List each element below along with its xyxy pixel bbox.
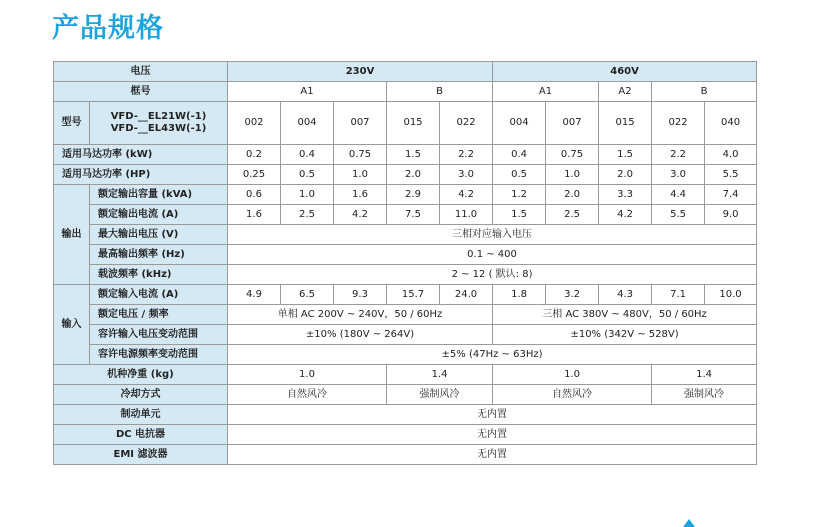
weight-label: 机种净重 (kg)	[54, 365, 228, 385]
weight-cell: 1.0	[228, 365, 387, 385]
weight-row	[54, 365, 757, 385]
carrier-value: 2 ~ 12 ( 默认: 8)	[228, 265, 757, 285]
frame-label: 框号	[54, 82, 228, 102]
table-cell: 5.5	[652, 205, 705, 225]
table-cell: 4.4	[652, 185, 705, 205]
table-cell: 6.5	[281, 285, 334, 305]
emi-value: 无内置	[228, 445, 757, 465]
freq-tol-row	[54, 345, 757, 365]
model-code: 040	[705, 102, 757, 145]
table-cell: 10.0	[705, 285, 757, 305]
brake-row	[54, 405, 757, 425]
model-code: 007	[334, 102, 387, 145]
table-cell: 0.5	[281, 165, 334, 185]
model-code: 007	[546, 102, 599, 145]
cooling-row	[54, 385, 757, 405]
output-capacity-row	[54, 185, 757, 205]
table-cell: 1.2	[493, 185, 546, 205]
table-cell: 1.5	[599, 145, 652, 165]
table-cell: 9.0	[705, 205, 757, 225]
table-cell: 1.6	[228, 205, 281, 225]
cooling-cell: 自然风冷	[493, 385, 652, 405]
max-voltage-value: 三相对应输入电压	[228, 225, 757, 245]
table-cell: 2.0	[546, 185, 599, 205]
power-hp-row	[54, 165, 757, 185]
frame-cell: A1	[228, 82, 387, 102]
spec-table	[53, 61, 757, 465]
table-cell: 1.5	[387, 145, 440, 165]
table-cell: 7.4	[705, 185, 757, 205]
table-cell: 24.0	[440, 285, 493, 305]
model-name-line1: VFD-__EL21W(-1)	[110, 111, 207, 122]
weight-cell: 1.0	[493, 365, 652, 385]
model-row	[54, 102, 757, 145]
output-group-label: 输出	[54, 185, 90, 285]
table-cell: 2.0	[387, 165, 440, 185]
table-cell: 15.7	[387, 285, 440, 305]
triangle-icon	[683, 519, 695, 527]
voltage-230: 230V	[228, 62, 493, 82]
model-names	[90, 102, 228, 145]
cooling-cell: 强制风冷	[387, 385, 493, 405]
brake-value: 无内置	[228, 405, 757, 425]
power-kw-row	[54, 145, 757, 165]
model-code: 015	[387, 102, 440, 145]
table-cell: 1.5	[493, 205, 546, 225]
frame-cell: A1	[493, 82, 599, 102]
table-cell: 3.0	[440, 165, 493, 185]
carrier-row	[54, 265, 757, 285]
freq-tol-value: ±5% (47Hz ~ 63Hz)	[228, 345, 757, 365]
max-voltage-label: 最大输出电压 (V)	[90, 225, 228, 245]
voltage-row	[54, 62, 757, 82]
model-code: 015	[599, 102, 652, 145]
table-cell: 0.6	[228, 185, 281, 205]
voltage-460: 460V	[493, 62, 757, 82]
output-current-label: 额定输出电流 (A)	[90, 205, 228, 225]
power-hp-label: 适用马达功率 (HP)	[54, 165, 228, 185]
max-freq-row	[54, 245, 757, 265]
dc-reactor-label: DC 电抗器	[54, 425, 228, 445]
max-voltage-row	[54, 225, 757, 245]
frame-cell: B	[652, 82, 757, 102]
table-cell: 1.0	[546, 165, 599, 185]
table-cell: 4.3	[599, 285, 652, 305]
table-cell: 0.2	[228, 145, 281, 165]
table-cell: 0.5	[493, 165, 546, 185]
table-cell: 2.5	[546, 205, 599, 225]
table-cell: 4.2	[440, 185, 493, 205]
table-cell: 5.5	[705, 165, 757, 185]
cooling-label: 冷却方式	[54, 385, 228, 405]
input-voltage-230: 单相 AC 200V ~ 240V，50 / 60Hz	[228, 305, 493, 325]
table-cell: 2.0	[599, 165, 652, 185]
table-cell: 2.9	[387, 185, 440, 205]
table-cell: 3.2	[546, 285, 599, 305]
model-name-line2: VFD-__EL43W(-1)	[110, 123, 207, 134]
max-freq-value: 0.1 ~ 400	[228, 245, 757, 265]
input-current-row	[54, 285, 757, 305]
table-cell: 2.5	[281, 205, 334, 225]
table-cell: 1.8	[493, 285, 546, 305]
voltage-tol-row	[54, 325, 757, 345]
table-cell: 0.4	[493, 145, 546, 165]
voltage-label: 电压	[54, 62, 228, 82]
voltage-tol-label: 容许输入电压变动范围	[90, 325, 228, 345]
frame-cell: B	[387, 82, 493, 102]
table-cell: 11.0	[440, 205, 493, 225]
table-cell: 4.0	[705, 145, 757, 165]
dc-reactor-row	[54, 425, 757, 445]
table-cell: 2.2	[440, 145, 493, 165]
cooling-cell: 强制风冷	[652, 385, 757, 405]
table-cell: 3.0	[652, 165, 705, 185]
voltage-tol-460: ±10% (342V ~ 528V)	[493, 325, 757, 345]
model-code: 022	[652, 102, 705, 145]
input-voltage-460: 三相 AC 380V ~ 480V，50 / 60Hz	[493, 305, 757, 325]
table-cell: 1.0	[334, 165, 387, 185]
model-code: 002	[228, 102, 281, 145]
weight-cell: 1.4	[652, 365, 757, 385]
table-cell: 0.75	[334, 145, 387, 165]
carrier-label: 载波频率 (kHz)	[90, 265, 228, 285]
table-cell: 0.25	[228, 165, 281, 185]
page-title: 产品规格	[52, 13, 164, 44]
freq-tol-label: 容许电源频率变动范围	[90, 345, 228, 365]
table-cell: 0.75	[546, 145, 599, 165]
table-cell: 3.3	[599, 185, 652, 205]
model-code: 004	[493, 102, 546, 145]
table-cell: 9.3	[334, 285, 387, 305]
table-cell: 2.2	[652, 145, 705, 165]
max-freq-label: 最高输出频率 (Hz)	[90, 245, 228, 265]
emi-label: EMI 滤波器	[54, 445, 228, 465]
table-cell: 4.2	[599, 205, 652, 225]
table-cell: 1.6	[334, 185, 387, 205]
table-cell: 4.9	[228, 285, 281, 305]
frame-row	[54, 82, 757, 102]
input-current-label: 额定输入电流 (A)	[90, 285, 228, 305]
table-cell: 1.0	[281, 185, 334, 205]
brake-label: 制动单元	[54, 405, 228, 425]
power-kw-label: 适用马达功率 (kW)	[54, 145, 228, 165]
cooling-cell: 自然风冷	[228, 385, 387, 405]
weight-cell: 1.4	[387, 365, 493, 385]
input-voltage-label: 额定电压 / 频率	[90, 305, 228, 325]
input-voltage-row	[54, 305, 757, 325]
frame-cell: A2	[599, 82, 652, 102]
model-code: 022	[440, 102, 493, 145]
table-cell: 7.5	[387, 205, 440, 225]
emi-row	[54, 445, 757, 465]
voltage-tol-230: ±10% (180V ~ 264V)	[228, 325, 493, 345]
input-group-label: 输入	[54, 285, 90, 365]
table-cell: 4.2	[334, 205, 387, 225]
output-capacity-label: 额定输出容量 (kVA)	[90, 185, 228, 205]
table-cell: 7.1	[652, 285, 705, 305]
model-group-label: 型号	[54, 102, 90, 145]
dc-reactor-value: 无内置	[228, 425, 757, 445]
output-current-row	[54, 205, 757, 225]
table-cell: 0.4	[281, 145, 334, 165]
model-code: 004	[281, 102, 334, 145]
